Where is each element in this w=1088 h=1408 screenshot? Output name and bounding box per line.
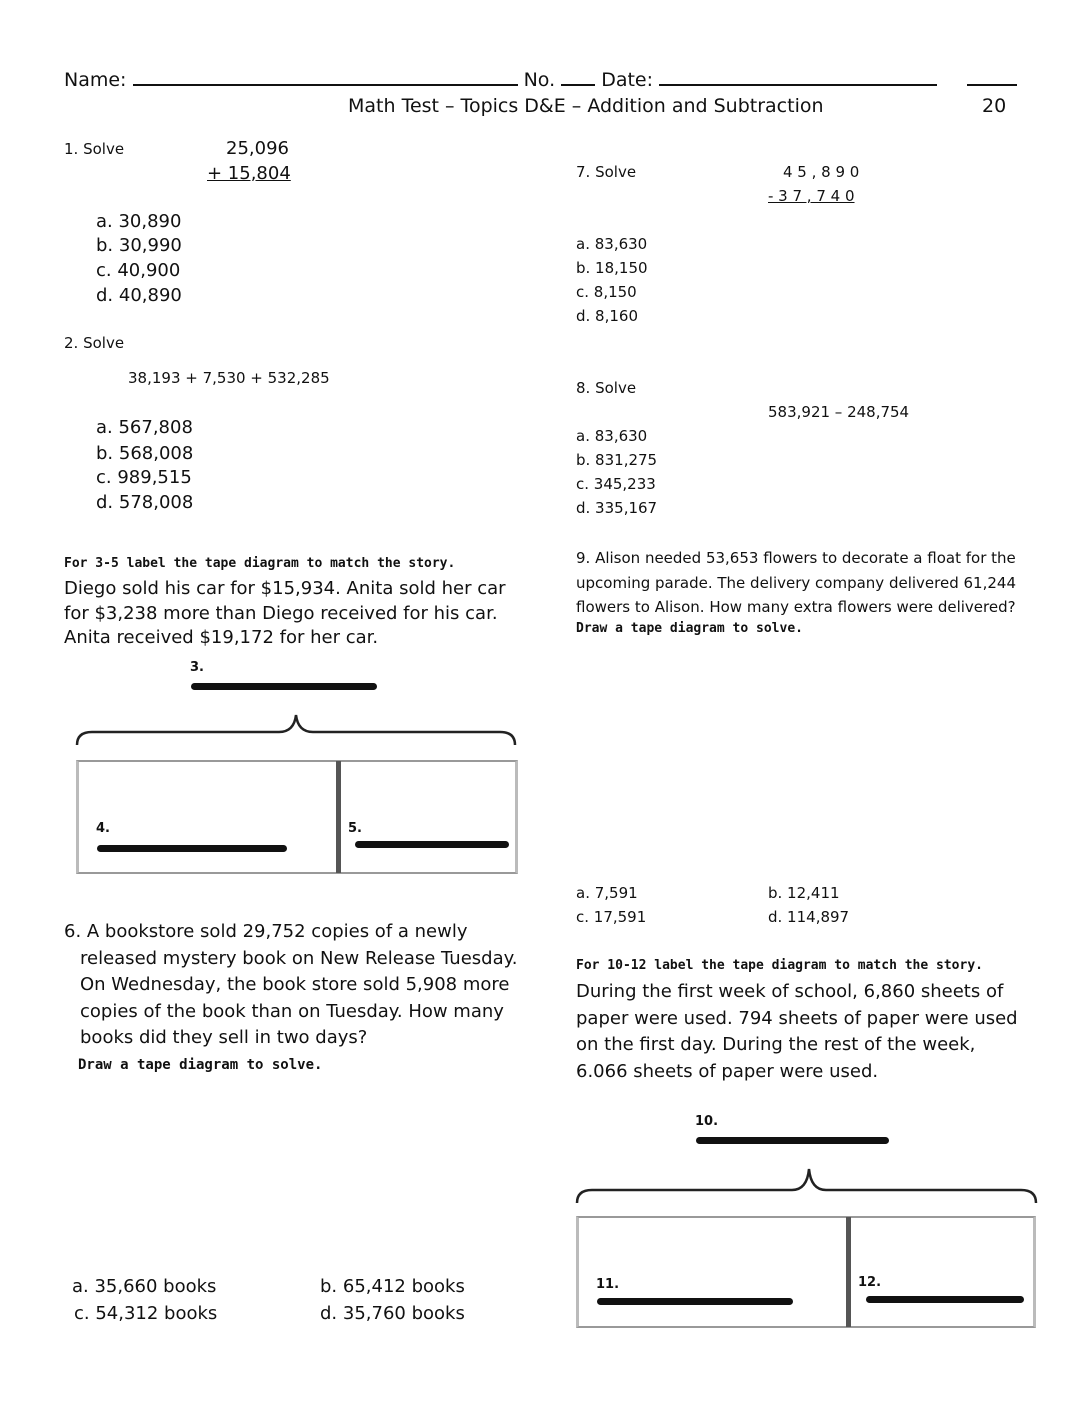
q1-option-b[interactable]: b. 30,990: [96, 235, 182, 256]
q6-option-d[interactable]: d. 35,760 books: [320, 1303, 465, 1324]
name-field[interactable]: [133, 66, 518, 86]
q2-label: 2. Solve: [64, 334, 125, 352]
q6-option-c[interactable]: c. 54,312 books: [74, 1303, 218, 1324]
q8-label: 8. Solve: [576, 379, 637, 397]
label-5: 5.: [348, 821, 362, 836]
label-4: 4.: [96, 821, 110, 836]
q8-option-b[interactable]: b. 831,275: [576, 451, 658, 469]
number-field[interactable]: [561, 66, 595, 86]
q1-option-d[interactable]: d. 40,890: [96, 285, 182, 306]
label-12: 12.: [858, 1275, 882, 1290]
q10-12-story: During the first week of school, 6,860 sheets of paper were used. 794 sheets of paper were used on the first day. During the rest of the week, 6.066 sheets of paper were used.: [576, 981, 1018, 1082]
q6-text: 6. A bookstore sold 29,752 copies of a newly released mystery book on New Release Tuesday. On Wednesday, the book store sold 5,908 more copies of the book than on Tuesday. How many books did they sell in two days?: [64, 921, 518, 1048]
q9-option-c[interactable]: c. 17,591: [576, 908, 647, 926]
q9-option-d[interactable]: d. 114,897: [768, 908, 850, 926]
answer-line-3[interactable]: [191, 683, 377, 690]
q7-option-d[interactable]: d. 8,160: [576, 307, 638, 325]
q8-option-a[interactable]: a. 83,630: [576, 427, 648, 445]
q6-option-b[interactable]: b. 65,412 books: [320, 1276, 465, 1297]
page-title: Math Test – Topics D&E – Addition and Subtraction: [348, 95, 824, 117]
q2-expression: 38,193 + 7,530 + 532,285: [128, 369, 330, 387]
tape-diagram-10-12: [574, 1112, 1038, 1334]
brace-icon: [74, 705, 524, 755]
q3-5-instruction: For 3-5 label the tape diagram to match the story.: [64, 556, 456, 571]
score-total: 20: [982, 95, 1007, 117]
q8-option-d[interactable]: d. 335,167: [576, 499, 658, 517]
q9-instruction: Draw a tape diagram to solve.: [576, 621, 803, 636]
q6-option-a[interactable]: a. 35,660 books: [72, 1276, 217, 1297]
name-label: Name:: [64, 69, 127, 91]
q2-option-d[interactable]: d. 578,008: [96, 492, 194, 513]
brace-icon: [574, 1157, 1038, 1207]
answer-line-11[interactable]: [597, 1298, 793, 1305]
tape-rectangle: [76, 760, 518, 874]
answer-line-4[interactable]: [97, 845, 287, 852]
q10-12-instruction: For 10-12 label the tape diagram to match the story.: [576, 958, 983, 973]
q9-text: 9. Alison needed 53,653 flowers to decorate a float for the upcoming parade. The delivery company delivered 61,244 flowers to Alison. How many extra flowers were delivered?: [576, 549, 1016, 616]
label-11: 11.: [596, 1277, 620, 1292]
q1-label: 1. Solve: [64, 140, 125, 158]
q1-top-number: 25,096: [226, 138, 289, 159]
tape-divider: [336, 761, 341, 873]
q7-label: 7. Solve: [576, 163, 637, 181]
q2-option-a[interactable]: a. 567,808: [96, 417, 193, 438]
answer-line-10[interactable]: [696, 1137, 889, 1144]
tape-diagram-3-5: [74, 660, 524, 885]
q7-option-b[interactable]: b. 18,150: [576, 259, 648, 277]
q2-option-c[interactable]: c. 989,515: [96, 467, 192, 488]
q1-option-a[interactable]: a. 30,890: [96, 211, 182, 232]
date-label: Date:: [601, 69, 654, 91]
score-field[interactable]: [967, 66, 1017, 86]
q7-option-a[interactable]: a. 83,630: [576, 235, 648, 253]
q3-5-story: Diego sold his car for $15,934. Anita sold her car for $3,238 more than Diego received for his car. Anita received $19,172 for her car.: [64, 578, 506, 648]
tape-divider: [846, 1217, 851, 1327]
q2-option-b[interactable]: b. 568,008: [96, 443, 194, 464]
q8-expression: 583,921 – 248,754: [768, 403, 910, 421]
tape-rectangle: [576, 1216, 1036, 1328]
number-label: No.: [523, 69, 556, 91]
answer-line-12[interactable]: [866, 1296, 1024, 1303]
answer-line-5[interactable]: [355, 841, 509, 848]
q1-bottom-number: + 15,804: [207, 163, 291, 184]
label-10: 10.: [695, 1114, 719, 1129]
label-3: 3.: [190, 660, 204, 675]
date-field[interactable]: [659, 66, 937, 86]
q8-option-c[interactable]: c. 345,233: [576, 475, 656, 493]
q7-option-c[interactable]: c. 8,150: [576, 283, 637, 301]
q7-top-number: 4 5 , 8 9 0: [783, 163, 860, 181]
q7-bottom-number: - 3 7 , 7 4 0: [768, 187, 855, 205]
name-line: [64, 66, 1017, 91]
q9-option-b[interactable]: b. 12,411: [768, 884, 840, 902]
q9-option-a[interactable]: a. 7,591: [576, 884, 638, 902]
q1-option-c[interactable]: c. 40,900: [96, 260, 181, 281]
q6-instruction: Draw a tape diagram to solve.: [78, 1057, 323, 1073]
